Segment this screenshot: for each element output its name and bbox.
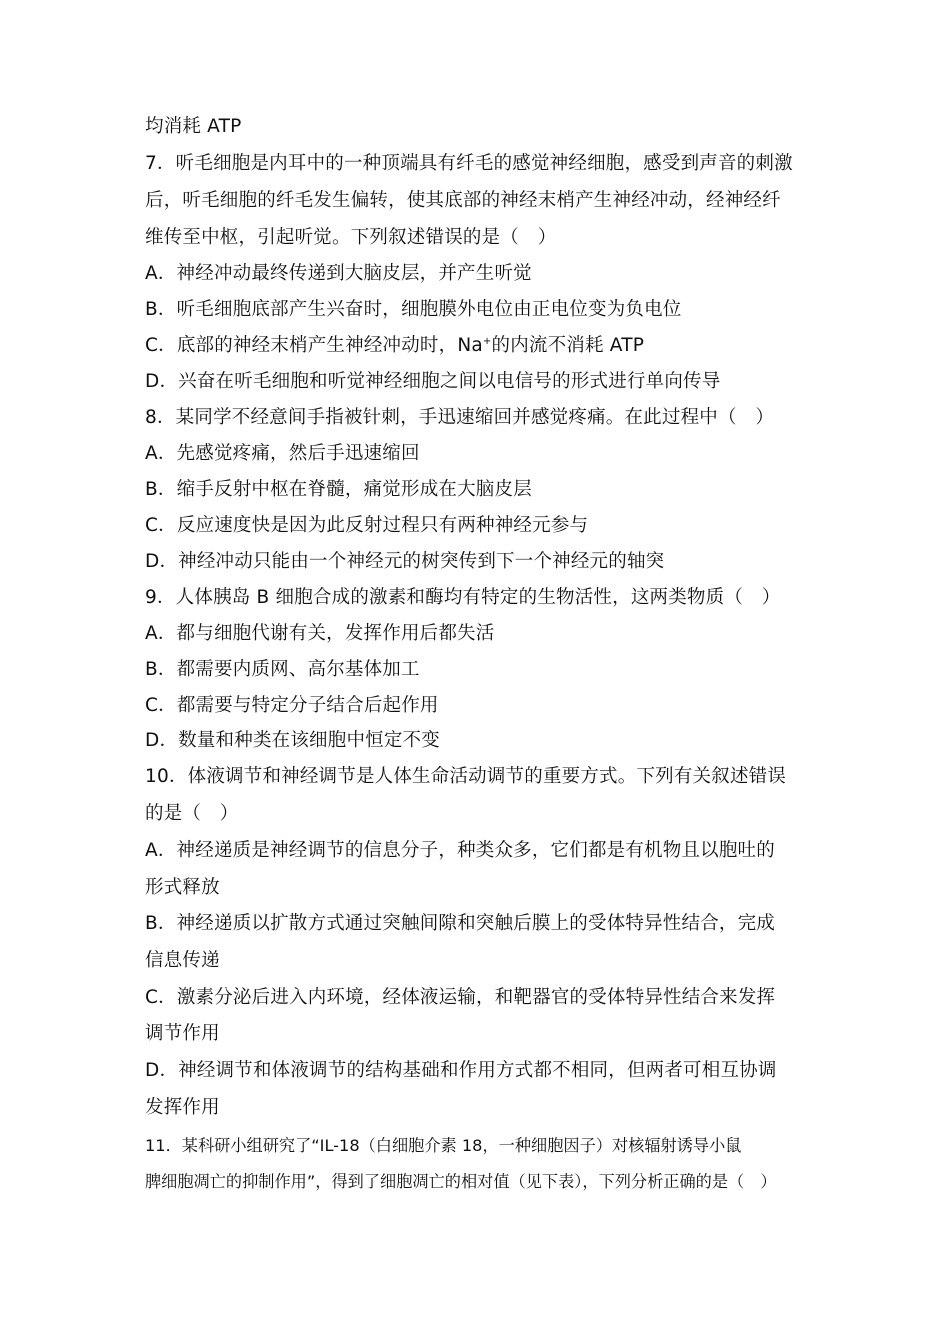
- option-c-text-before: C．底部的神经末梢产生神经冲动时，Na: [145, 335, 483, 356]
- question-8-option-b: B．缩手反射中枢在脊髓，痛觉形成在大脑皮层: [145, 479, 532, 500]
- question-8-option-a: A．先感觉疼痛，然后手迅速缩回: [145, 443, 420, 464]
- question-10-option-a-line-2: 形式释放: [145, 877, 220, 898]
- text-line-answer-tail: 均消耗 ATP: [145, 116, 242, 137]
- sodium-ion-superscript: +: [482, 336, 492, 347]
- option-c-text-after: 的内流不消耗 ATP: [491, 335, 645, 356]
- question-10-option-a-line-1: A．神经递质是神经调节的信息分子，种类众多，它们都是有机物且以胞吐的: [145, 840, 775, 861]
- question-8-option-d: D．神经冲动只能由一个神经元的树突传到下一个神经元的轴突: [145, 551, 665, 572]
- question-10-stem-line-1: 10．体液调节和神经调节是人体生命活动调节的重要方式。下列有关叙述错误: [145, 766, 787, 787]
- question-11-stem-line-2: 脾细胞凋亡的抑制作用”，得到了细胞凋亡的相对值（见下表），下列分析正确的是（ ）: [145, 1172, 777, 1191]
- question-8-stem: 8．某同学不经意间手指被针刺，手迅速缩回并感觉疼痛。在此过程中（ ）: [145, 407, 775, 428]
- question-7-option-b: B．听毛细胞底部产生兴奋时，细胞膜外电位由正电位变为负电位: [145, 299, 682, 320]
- question-9-stem: 9．人体胰岛 B 细胞合成的激素和酶均有特定的生物活性，这两类物质（ ）: [145, 587, 781, 608]
- question-10-option-d-line-1: D．神经调节和体液调节的结构基础和作用方式都不相同，但两者可相互协调: [145, 1060, 777, 1081]
- question-7-stem-line-2: 后，听毛细胞的纤毛发生偏转，使其底部的神经末梢产生神经冲动，经神经纤: [145, 190, 781, 211]
- question-7-option-c: [145, 333, 825, 359]
- question-7-option-a: A．神经冲动最终传递到大脑皮层，并产生听觉: [145, 263, 532, 284]
- question-10-option-b-line-1: B．神经递质以扩散方式通过突触间隙和突触后膜上的受体特异性结合，完成: [145, 913, 775, 934]
- question-10-option-c-line-2: 调节作用: [145, 1023, 220, 1044]
- question-10-option-d-line-2: 发挥作用: [145, 1097, 220, 1118]
- question-9-option-b: B．都需要内质网、高尔基体加工: [145, 659, 420, 680]
- question-9-option-a: A．都与细胞代谢有关，发挥作用后都失活: [145, 623, 495, 644]
- question-7-option-d: D．兴奋在听毛细胞和听觉神经细胞之间以电信号的形式进行单向传导: [145, 371, 721, 392]
- question-8-option-c: C．反应速度快是因为此反射过程只有两种神经元参与: [145, 515, 589, 536]
- question-7-stem-line-1: 7．听毛细胞是内耳中的一种顶端具有纤毛的感觉神经细胞，感受到声音的刺激: [145, 153, 793, 174]
- question-9-option-d: D．数量和种类在该细胞中恒定不变: [145, 730, 440, 751]
- question-10-option-b-line-2: 信息传递: [145, 950, 220, 971]
- question-11-stem-line-1: 11．某科研小组研究了“IL-18（白细胞介素 18，一种细胞因子）对核辐射诱导小鼠: [145, 1136, 742, 1155]
- question-10-stem-line-2: 的是（ ）: [145, 803, 239, 824]
- question-10-option-c-line-1: C．激素分泌后进入内环境，经体液运输，和靶器官的受体特异性结合来发挥: [145, 987, 776, 1008]
- question-7-stem-line-3: 维传至中枢，引起听觉。下列叙述错误的是（ ）: [145, 227, 557, 248]
- question-9-option-c: C．都需要与特定分子结合后起作用: [145, 695, 439, 716]
